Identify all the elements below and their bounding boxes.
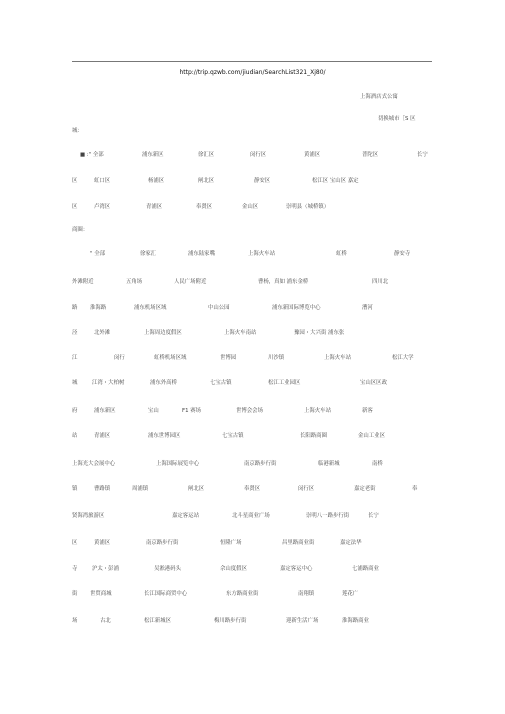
business-item[interactable]: 北外滩 bbox=[94, 330, 111, 336]
district-item[interactable]: 长宁 bbox=[417, 152, 428, 158]
business-item[interactable]: 松江大学 bbox=[392, 355, 414, 361]
business-item[interactable]: 奉 bbox=[412, 486, 418, 492]
district-item[interactable]: 奉贤区 bbox=[196, 204, 213, 210]
business-item[interactable]: 徐家汇 bbox=[140, 251, 157, 257]
business-item[interactable]: 淮海路商业 bbox=[342, 618, 369, 624]
business-item[interactable]: 虹桥 bbox=[336, 251, 347, 257]
business-item[interactable]: 梅川路步行街 bbox=[214, 618, 247, 624]
district-item[interactable]: 松江区 宝山区 嘉定 bbox=[312, 178, 359, 184]
business-item[interactable]: 浦东外高桥 bbox=[150, 380, 177, 386]
district-item[interactable]: 浦东新区 bbox=[142, 152, 164, 158]
business-item[interactable]: 南桥 bbox=[372, 461, 383, 467]
business-item[interactable]: 街 bbox=[72, 591, 78, 597]
business-item[interactable]: 浦东陆家嘴 bbox=[188, 251, 215, 257]
business-item[interactable]: 南京路步行街 bbox=[146, 540, 179, 546]
business-item[interactable]: 崇明八一路步行街 bbox=[306, 513, 350, 519]
business-item[interactable]: 上海火车站 bbox=[324, 355, 351, 361]
business-item[interactable]: 恒隆广场 bbox=[220, 540, 242, 546]
business-item[interactable]: 曹杨，真如 浦东金桥 bbox=[258, 279, 309, 285]
business-item[interactable]: 松江工业园区 bbox=[268, 380, 301, 386]
business-item[interactable]: 场 bbox=[72, 618, 78, 624]
district-item[interactable]: 杨浦区 bbox=[148, 178, 165, 184]
business-row bbox=[72, 378, 442, 388]
district-item[interactable]: 普陀区 bbox=[362, 152, 379, 158]
business-row bbox=[72, 328, 442, 338]
business-item[interactable]: 青浦区 bbox=[94, 433, 111, 439]
business-item[interactable]: 嘉定客运站 bbox=[172, 513, 199, 519]
business-item[interactable]: 莲花广 bbox=[342, 591, 359, 597]
business-item[interactable]: 长宁 bbox=[368, 513, 379, 519]
business-item[interactable]: 豫园・大兴街 浦东张 bbox=[294, 330, 345, 336]
district-label: 城： bbox=[72, 128, 83, 134]
top-divider bbox=[72, 61, 432, 62]
business-row bbox=[72, 459, 442, 469]
business-item[interactable]: 新客 bbox=[362, 408, 373, 414]
business-row bbox=[72, 431, 442, 441]
business-item[interactable]: 嘉定老街 bbox=[354, 486, 376, 492]
business-item[interactable]: 虹桥机场区域 bbox=[154, 355, 187, 361]
business-item[interactable]: 世博园 bbox=[220, 355, 237, 361]
business-row bbox=[72, 511, 442, 521]
business-item[interactable]: 上海火车站 bbox=[248, 251, 275, 257]
business-item[interactable]: 南京路步行街 bbox=[244, 461, 277, 467]
business-row bbox=[72, 538, 442, 548]
business-row bbox=[72, 406, 442, 416]
business-item[interactable]: 四川北 bbox=[372, 279, 389, 285]
business-item[interactable]: 站 bbox=[72, 433, 78, 439]
business-item[interactable]: 路 bbox=[72, 305, 78, 311]
page-url[interactable]: http://trip.qzwb.com/jiudian/SearchList321_Xj80/ bbox=[179, 69, 326, 76]
business-row bbox=[72, 616, 442, 626]
district-item[interactable]: 卢湾区 bbox=[94, 204, 111, 210]
district-item[interactable]: 闸北区 bbox=[198, 178, 215, 184]
district-item[interactable]: 黄浦区 bbox=[304, 152, 321, 158]
business-item[interactable]: 漕河 bbox=[362, 305, 373, 311]
business-item[interactable]: 上海火车站 bbox=[304, 408, 331, 414]
business-item[interactable]: 府 bbox=[72, 408, 78, 414]
business-item[interactable]: 曹路镇 bbox=[94, 486, 111, 492]
business-item[interactable]: 浦东世博园区 bbox=[148, 433, 181, 439]
business-item[interactable]: 昌里路商业街 bbox=[282, 540, 315, 546]
business-item[interactable]: 寺 bbox=[72, 566, 78, 572]
business-item[interactable]: 淮海路 bbox=[90, 305, 107, 311]
business-item[interactable]: 人民广场附近 bbox=[174, 279, 207, 285]
business-item[interactable]: 宝山区区政 bbox=[360, 380, 387, 386]
business-item[interactable]: 上海周边度假区 bbox=[144, 330, 182, 336]
district-row bbox=[72, 202, 442, 212]
business-item[interactable]: 泾 bbox=[72, 330, 78, 336]
business-item[interactable]: 松江新城区 bbox=[144, 618, 171, 624]
business-item[interactable]: 迎新生活广场 bbox=[286, 618, 319, 624]
district-row bbox=[72, 150, 442, 160]
business-item[interactable]: 中山公园 bbox=[208, 305, 230, 311]
switch-city-link[interactable]: 切换城市［S 区 bbox=[378, 116, 416, 122]
business-item[interactable]: 东方路商业街 bbox=[226, 591, 259, 597]
district-item[interactable]: 徐汇区 bbox=[198, 152, 215, 158]
business-item[interactable]: 世博会会场 bbox=[236, 408, 263, 414]
business-item[interactable]: 北斗星商业广场 bbox=[232, 513, 270, 519]
district-item: 区 bbox=[72, 204, 78, 210]
business-row bbox=[72, 589, 442, 599]
business-item[interactable]: 周浦镇 bbox=[132, 486, 149, 492]
business-item[interactable]: 七宝古镇 bbox=[210, 380, 232, 386]
business-item[interactable]: 浦东新区 bbox=[94, 408, 116, 414]
business-item[interactable]: 镇 bbox=[72, 486, 78, 492]
business-row bbox=[72, 249, 442, 259]
district-item[interactable]: 崇明县（城桥镇） bbox=[286, 204, 330, 210]
business-row bbox=[72, 353, 442, 363]
page-title: 上海酒店式公寓 bbox=[360, 94, 398, 100]
business-item[interactable]: 静安寺 bbox=[394, 251, 411, 257]
district-item[interactable]: 青浦区 bbox=[146, 204, 163, 210]
business-item[interactable]: 浦东新国际博览中心 bbox=[272, 305, 321, 311]
business-item[interactable]: " 全部 bbox=[90, 251, 105, 257]
business-item[interactable]: 佘山度假区 bbox=[220, 566, 247, 572]
business-item[interactable]: 闸北区 bbox=[188, 486, 205, 492]
district-item[interactable]: 静安区 bbox=[254, 178, 271, 184]
business-item[interactable]: F1 赛场 bbox=[182, 408, 202, 414]
business-label: 商圈： bbox=[72, 227, 89, 233]
business-item[interactable]: 上海光大会展中心 bbox=[72, 461, 116, 467]
district-item[interactable]: 闵行区 bbox=[250, 152, 267, 158]
business-item[interactable]: 五角场 bbox=[126, 279, 143, 285]
business-item[interactable]: 金山工业区 bbox=[358, 433, 385, 439]
business-item[interactable]: 长江国际商贸中心 bbox=[144, 591, 188, 597]
business-row bbox=[72, 303, 442, 313]
business-item[interactable]: 七宝古镇 bbox=[222, 433, 244, 439]
business-row bbox=[72, 484, 442, 494]
business-item[interactable]: 嘉定客运中心 bbox=[280, 566, 313, 572]
business-item[interactable]: 城 bbox=[72, 380, 78, 386]
business-item[interactable]: 奉贤区 bbox=[244, 486, 261, 492]
business-item[interactable]: 上海国际展览中心 bbox=[156, 461, 200, 467]
business-item[interactable]: 江 bbox=[72, 355, 78, 361]
business-item[interactable]: 沪太・彭浦 bbox=[92, 566, 119, 572]
business-item[interactable]: 宝山 bbox=[148, 408, 159, 414]
business-item[interactable]: 江湾・大柏树 bbox=[92, 380, 125, 386]
business-item[interactable]: 闵行 bbox=[114, 355, 125, 361]
business-item[interactable]: 七浦路商业 bbox=[352, 566, 379, 572]
district-item[interactable]: ■ :" 全部 bbox=[80, 152, 104, 158]
business-row bbox=[72, 277, 442, 287]
district-item[interactable]: 金山区 bbox=[242, 204, 259, 210]
business-row bbox=[72, 564, 442, 574]
business-item[interactable]: 长阳路商圈 bbox=[300, 433, 327, 439]
business-item[interactable]: 古北 bbox=[100, 618, 111, 624]
business-item[interactable]: 世贸商城 bbox=[90, 591, 112, 597]
business-item[interactable]: 临港新城 bbox=[318, 461, 340, 467]
business-item[interactable]: 外滩附近 bbox=[72, 279, 94, 285]
business-item[interactable]: 嘉定法华 bbox=[340, 540, 362, 546]
business-item[interactable]: 吴淞港码头 bbox=[154, 566, 181, 572]
business-item[interactable]: 川沙镇 bbox=[268, 355, 285, 361]
district-item[interactable]: 虹口区 bbox=[94, 178, 111, 184]
business-item[interactable]: 浦东机场区域 bbox=[134, 305, 167, 311]
business-item[interactable]: 上海火车南站 bbox=[224, 330, 257, 336]
business-item[interactable]: 区 bbox=[72, 540, 78, 546]
business-item[interactable]: 黄浦区 bbox=[94, 540, 111, 546]
business-item[interactable]: 闵行区 bbox=[298, 486, 315, 492]
business-item[interactable]: 南翔镇 bbox=[298, 591, 315, 597]
district-row bbox=[72, 176, 442, 186]
district-item: 区 bbox=[72, 178, 78, 184]
business-item[interactable]: 贤海湾旅游区 bbox=[72, 513, 105, 519]
